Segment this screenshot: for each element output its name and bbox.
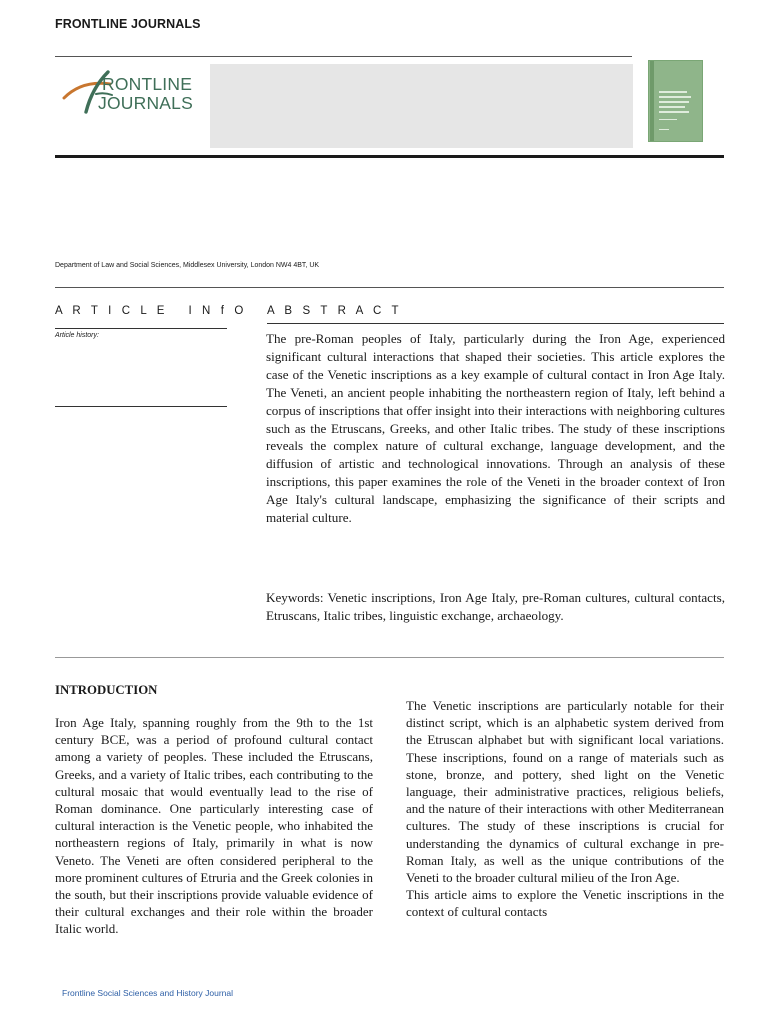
introduction-heading: INTRODUCTION (55, 683, 158, 697)
header-banner (210, 64, 633, 148)
abstract-heading: A B S T R A C T (267, 305, 403, 317)
introduction-paragraph: This article aims to explore the Venetic inscriptions in the context of cultural contacts (406, 887, 724, 920)
journal-cover-image (648, 60, 703, 142)
article-history-label: Article history: (55, 332, 99, 339)
introduction-paragraph: Iron Age Italy, spanning roughly from the 9th to the 1st century BCE, was a period of profound cultural contact among a variety of peoples. These included the Etruscans, Greeks, and a variety of Italic tribes, each contributing to the cultural mosaic that would eventually lead to the rise of Roman dominance. One particularly interesting case of cultural interaction is the Venetic people, who inhabited the northeastern regions of Italy, primarily in what is now Veneto. The Veneti are often considered peripheral to the more prominent cultures of Etruria and the Greek colonies in the south, but their inscriptions provide valuable evidence of their cultural exchanges and their role within the broader Italic world. (55, 715, 373, 937)
introduction-paragraph: The Venetic inscriptions are particularly notable for their distinct script, which is an alphabetic system derived from the Etruscan alphabet but with significant local variations. These inscriptions, found on a range of materials such as stone, bronze, and pottery, shed light on the Venetic language, their administrative practices, religious beliefs, and the nature of their interactions with other Mediterranean cultures. The study of these inscriptions is crucial for understanding the dynamics of cultural exchange in pre-Roman Italy, as well as the unique contributions of the Veneti to the broader cultural milieu of the Iron Age. (406, 698, 724, 886)
abstract-rule (267, 323, 724, 324)
logo-text-line1: RONTLINE (102, 74, 193, 94)
article-info-heading: A R T I C L E I N f O (55, 305, 247, 317)
header-thick-rule (55, 155, 724, 158)
footer-journal-name: Frontline Social Sciences and History Journal (62, 988, 234, 998)
keywords: Keywords: Venetic inscriptions, Iron Age Italy, pre-Roman cultures, cultural contacts, Etruscans, Italic tribes, linguistic exchange, archaeology. (266, 590, 725, 623)
article-info-rule-bottom (55, 406, 227, 407)
publisher-label: FRONTLINE JOURNALS (55, 17, 201, 31)
introduction-left-column (55, 714, 373, 938)
affiliation-rule (55, 287, 724, 288)
introduction-right-column (406, 697, 724, 921)
logo-text-line2: JOURNALS (98, 93, 193, 113)
article-info-rule-top (55, 328, 227, 329)
header-rule (55, 56, 632, 57)
author-affiliation: Department of Law and Social Sciences, Middlesex University, London NW4 4BT, UK (55, 262, 320, 269)
abstract-text: The pre-Roman peoples of Italy, particularly during the Iron Age, experienced significant cultural interactions that shaped their societies. This article explores the case of the Venetic inscriptions as a key example of cultural contact in Iron Age Italy. The Veneti, an ancient people inhabiting the northeastern region of Italy, left behind a corpus of inscriptions that offer insight into their interactions with neighboring cultures such as the Etruscans, Greeks, and other Italic tribes. The study of these inscriptions reveals the complex nature of cultural exchange, language development, and the diffusion of artistic and technological innovations. Through an analysis of these inscriptions, this paper examines the role of the Veneti in the broader context of Iron Age Italy's cultural landscape, emphasizing the significance of their scripts and material culture. (266, 331, 725, 526)
journal-logo (62, 68, 202, 118)
keywords-rule (55, 657, 724, 658)
